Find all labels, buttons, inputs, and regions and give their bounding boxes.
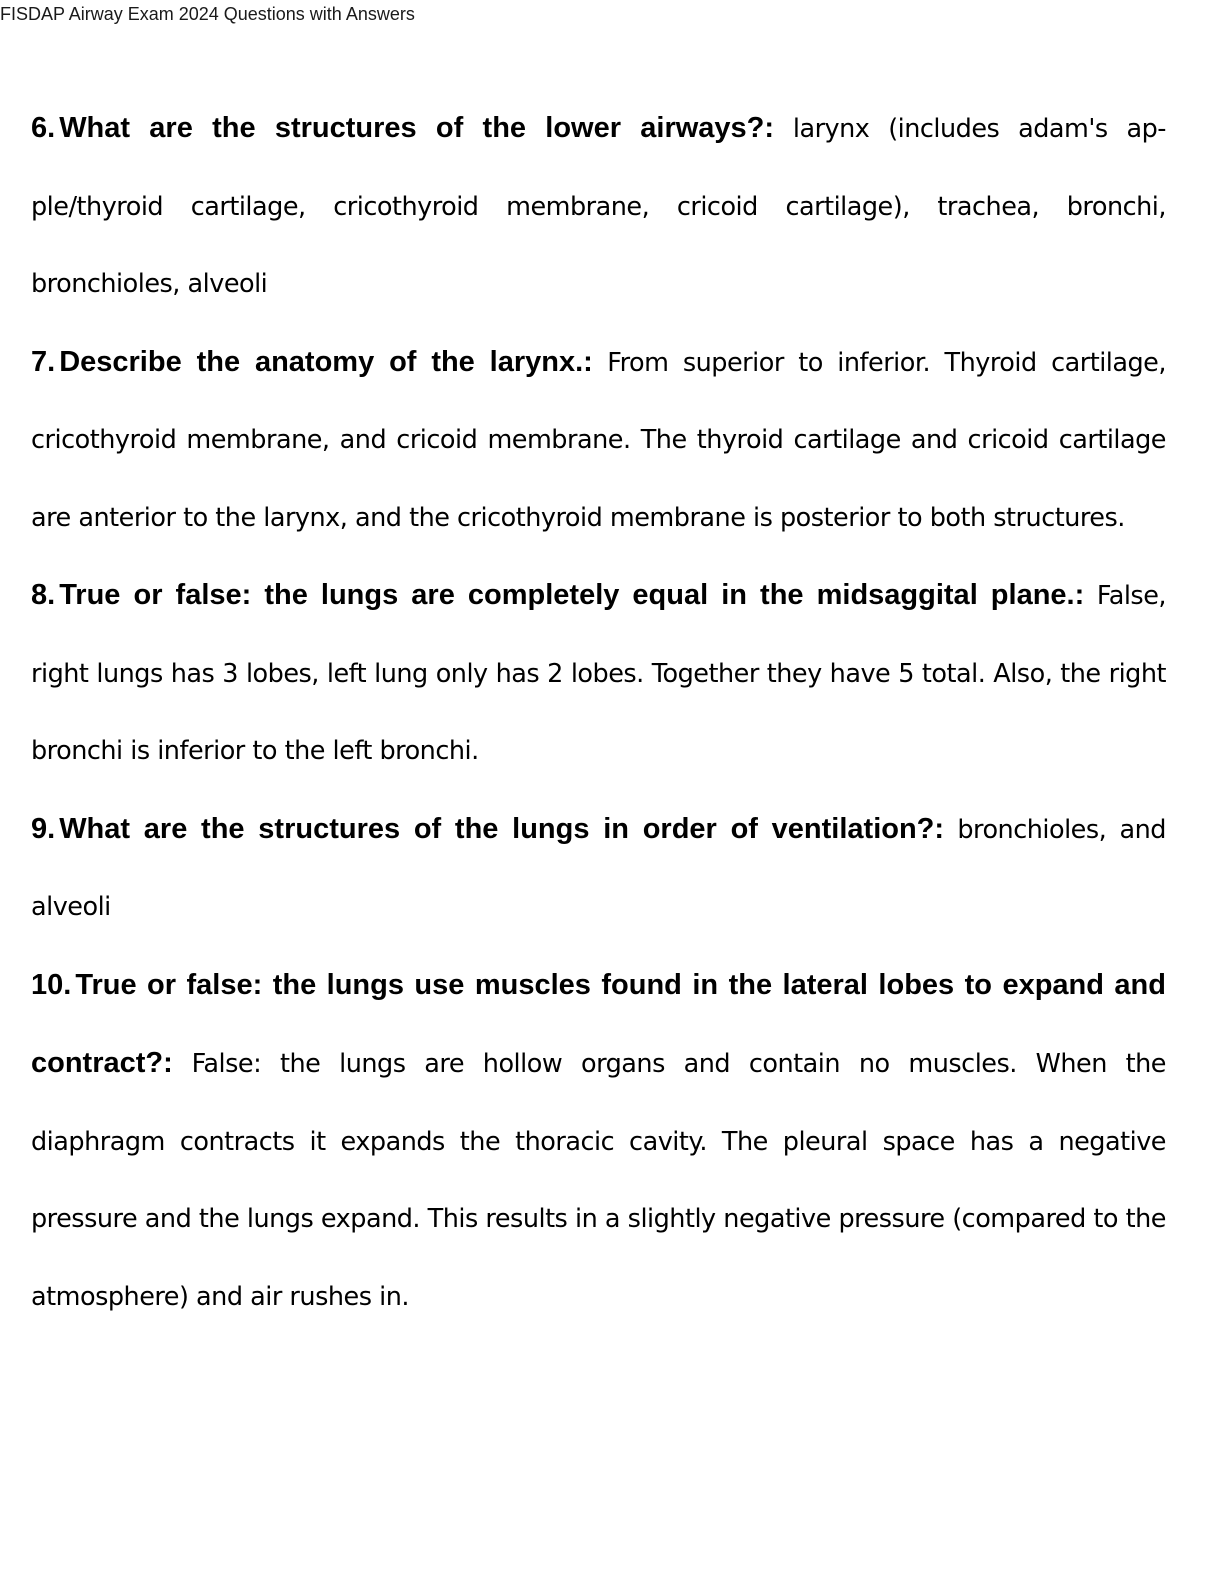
page-header: FISDAP Airway Exam 2024 Questions with Answers (0, 4, 415, 24)
answer-text: False: the lungs are hollow organs and contain no muscles. When the diaphragm contracts it expands the thoracic cavity. The pleural space has a negative pressure and the lungs expand. This results in a slightly negative pressure (compared to the atmosphere) and air rushes in. (31, 1049, 1166, 1312)
question-text: What are the structures of the lower airways?: (59, 112, 775, 144)
answer-text: False, right lungs has 3 lobes, left lung only has 2 lobes. Together they have 5 total. Also, the right bronchi is inferior to the left bronchi. (31, 581, 1166, 766)
qa-item (31, 557, 1166, 791)
question-number: 10. (31, 968, 72, 1001)
qa-item (31, 791, 1166, 947)
question-number: 7. (31, 345, 56, 378)
question-number: 8. (31, 579, 56, 611)
question-text: What are the structures of the lungs in order of ventilation?: (59, 812, 945, 845)
question-text: True or false: the lungs use muscles found in the lateral lobes to expand and contract?: (31, 968, 1166, 1079)
qa-list (31, 90, 1166, 1336)
answer-text: larynx (includes adam's ap-ple/thyroid cartilage, cricothyroid membrane, cricoid cartilage), trachea, bronchi, bronchioles, alveoli (31, 114, 1166, 299)
answer-text: bronchioles, and alveoli (31, 814, 1166, 922)
question-text: True or false: the lungs are completely equal in the midsaggital plane.: (59, 579, 1085, 611)
question-number: 6. (31, 112, 56, 144)
question-text: Describe the anatomy of the larynx.: (59, 345, 593, 378)
qa-item (31, 324, 1166, 558)
qa-item (31, 90, 1166, 324)
question-number: 9. (31, 812, 56, 845)
qa-item (31, 947, 1166, 1337)
answer-text: From superior to inferior. Thyroid cartilage, cricothyroid membrane, and cricoid membrane. The thyroid cartilage and cricoid cartilage are anterior to the larynx, and the cricothyroid membrane is posterior to both structures. (31, 347, 1166, 533)
